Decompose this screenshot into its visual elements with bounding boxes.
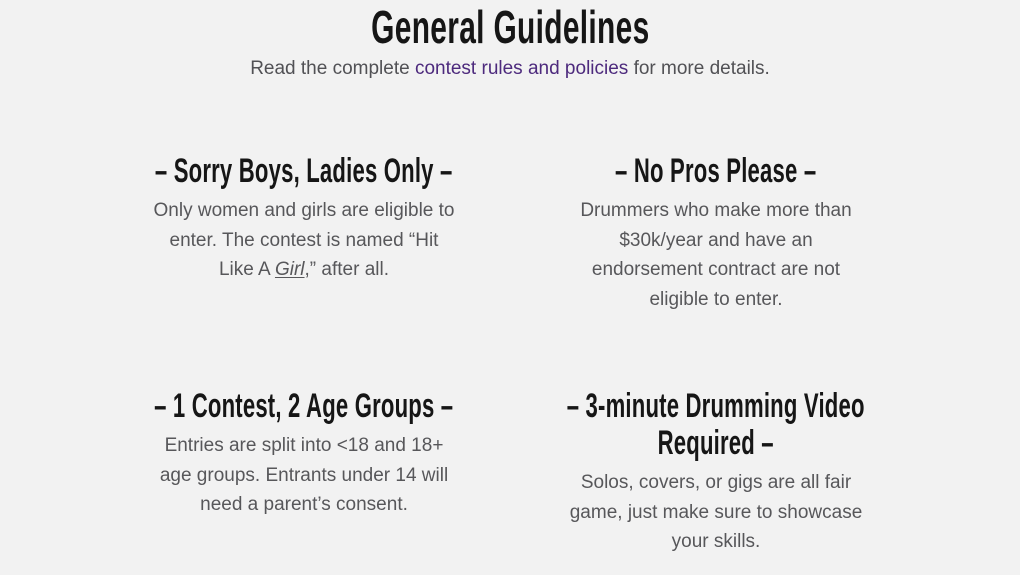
card-body-no-pros	[540, 196, 892, 314]
subtitle-prefix: Read the complete	[250, 58, 415, 79]
body-line: Only women and girls are eligible to	[153, 200, 455, 221]
card-heading-text: – No Pros Please –	[615, 152, 817, 190]
card-video-required	[510, 388, 922, 557]
card-ladies-only	[98, 153, 510, 314]
card-heading-text	[540, 388, 892, 462]
body-line: your skills.	[671, 531, 761, 552]
card-body-video-required	[540, 468, 892, 557]
body-line: game, just make sure to showcase	[569, 501, 863, 523]
heading-line: – 3-minute Drumming Video	[567, 387, 865, 425]
girl-emphasis: Girl	[274, 259, 305, 280]
body-line-prefix: Like A	[218, 259, 275, 280]
subtitle	[0, 55, 1020, 83]
card-heading-text: – 1 Contest, 2 Age Groups –	[154, 387, 454, 425]
body-line: Solos, covers, or gigs are all fair	[580, 472, 852, 493]
body-line: $30k/year and have an	[619, 229, 813, 251]
card-heading-ladies-only	[128, 153, 480, 190]
card-heading-age-groups	[128, 388, 480, 425]
body-line: eligible to enter.	[649, 288, 783, 310]
subtitle-suffix: for more details.	[628, 58, 770, 79]
body-line	[128, 255, 480, 285]
card-heading-video-required	[540, 388, 892, 462]
guidelines-grid	[98, 153, 922, 557]
body-line: Drummers who make more than	[580, 200, 852, 221]
page-title	[0, 0, 1020, 53]
body-line: Entries are split into <18 and 18+	[164, 435, 444, 456]
body-line-suffix: ,” after all.	[304, 259, 390, 280]
card-age-groups	[98, 388, 510, 557]
card-body-age-groups	[128, 431, 480, 520]
body-line: endorsement contract are not	[591, 259, 841, 280]
contest-rules-link[interactable]: contest rules and policies	[414, 58, 629, 79]
page-title-text: General Guidelines	[370, 1, 650, 53]
body-line: age groups. Entrants under 14 will	[159, 464, 449, 486]
card-heading-text: – Sorry Boys, Ladies Only –	[155, 152, 453, 190]
card-body-ladies-only	[128, 196, 480, 285]
card-no-pros	[510, 153, 922, 314]
body-line: need a parent’s consent.	[200, 494, 408, 515]
heading-line: Required –	[657, 424, 775, 462]
card-heading-no-pros	[540, 153, 892, 190]
body-line: enter. The contest is named “Hit	[169, 229, 439, 251]
